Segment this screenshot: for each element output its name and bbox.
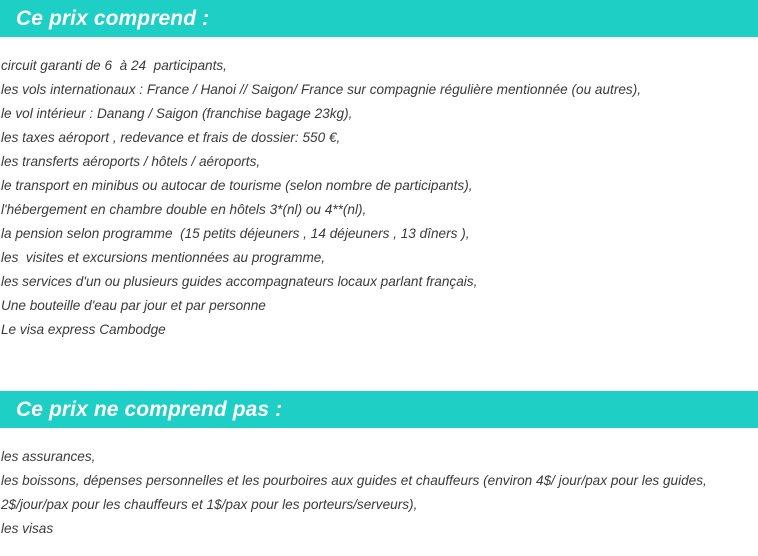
excluded-header: [0, 391, 758, 428]
included-item: les taxes aéroport , redevance et frais de dossier: 550 €,: [1, 130, 341, 145]
included-item: les transferts aéroports / hôtels / aéroports,: [1, 154, 261, 169]
included-title: Ce prix comprend :: [16, 6, 210, 30]
included-item: circuit garanti de 6 à 24 participants,: [1, 58, 227, 73]
excluded-section: [0, 391, 758, 541]
included-item: le vol intérieur : Danang / Saigon (franchise bagage 23kg),: [1, 106, 353, 121]
included-item: les services d'un ou plusieurs guides accompagnateurs locaux parlant français,: [1, 274, 478, 289]
included-item: les visites et excursions mentionnées au programme,: [1, 250, 326, 265]
included-item: Le visa express Cambodge: [1, 322, 166, 337]
included-item: Une bouteille d'eau par jour et par personne: [1, 298, 266, 313]
excluded-list: [0, 445, 758, 541]
included-item: les vols internationaux : France / Hanoi // Saigon/ France sur compagnie régulière mentionnée (ou autres),: [1, 82, 642, 97]
excluded-item: les visas: [1, 521, 54, 536]
excluded-title: Ce prix ne comprend pas :: [16, 397, 283, 421]
included-item: la pension selon programme (15 petits déjeuners , 14 déjeuners , 13 dîners ),: [1, 226, 470, 241]
included-header: [0, 0, 758, 37]
included-item: l'hébergement en chambre double en hôtels 3*(nl) ou 4**(nl),: [1, 202, 367, 217]
included-item: le transport en minibus ou autocar de tourisme (selon nombre de participants),: [1, 178, 473, 193]
excluded-item: les boissons, dépenses personnelles et les pourboires aux guides et chauffeurs (environ 4$/ jour/pax pour les guides,: [1, 473, 707, 488]
excluded-item: 2$/jour/pax pour les chauffeurs et 1$/pax pour les porteurs/serveurs),: [1, 497, 418, 512]
included-list: [0, 54, 758, 342]
excluded-item: les assurances,: [1, 449, 96, 464]
